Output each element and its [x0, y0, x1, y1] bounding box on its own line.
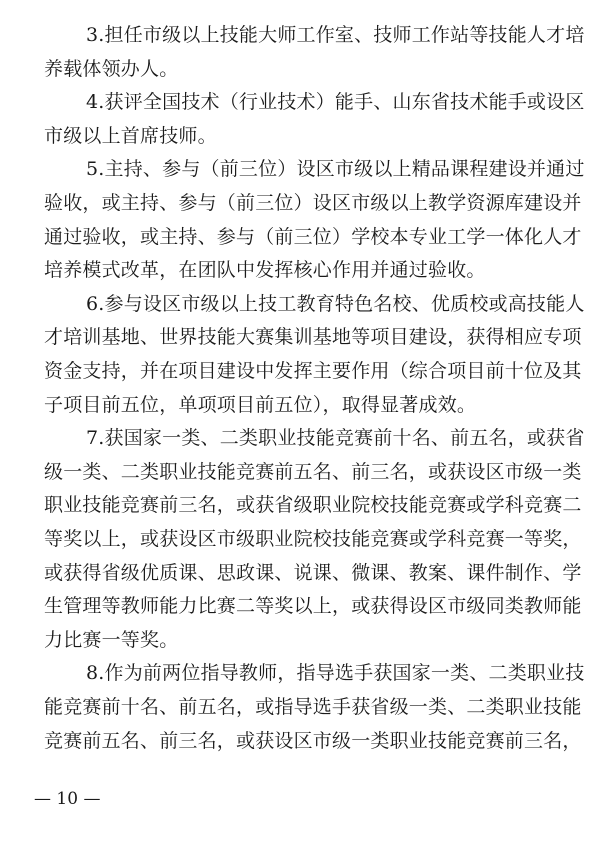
paragraph-7-line-4: 等奖以上，或获设区市级职业院校技能竞赛或学科竞赛一等奖， [44, 528, 582, 550]
paragraph-7-line-1: 7.获国家一类、二类职业技能竞赛前十名、前五名，或获省 [86, 427, 585, 450]
paragraph-5-line-1: 5.主持、参与（前三位）设区市级以上精品课程建设并通过 [86, 158, 585, 181]
paragraph-8-line-1: 8.作为前两位指导教师，指导选手获国家一类、二类职业技 [86, 662, 585, 685]
paragraph-5-line-2: 验收，或主持、参与（前三位）设区市级以上教学资源库建设并 [44, 192, 582, 214]
paragraph-7-line-7: 力比赛一等奖。 [44, 628, 179, 651]
paragraph-8-line-2: 能竞赛前十名、前五名，或指导选手获省级一类、二类职业技能 [44, 696, 582, 718]
paragraph-7-line-6: 生管理等教师能力比赛二等奖以上，或获得设区市级同类教师能 [44, 595, 582, 618]
paragraph-4-line-2: 市级以上首席技师。 [44, 124, 217, 147]
paragraph-3-line-2: 养载体领办人。 [44, 57, 179, 80]
paragraph-3-line-1: 3.担任市级以上技能大师工作室、技师工作站等技能人才培 [86, 24, 585, 46]
paragraph-7-line-5: 或获得省级优质课、思政课、说课、微课、教案、课件制作、学 [44, 561, 582, 584]
paragraph-6-line-1: 6.参与设区市级以上技工教育特色名校、优质校或高技能人 [86, 292, 585, 315]
paragraph-7-line-3: 职业技能竞赛前三名，或获省级职业院校技能竞赛或学科竞赛二 [44, 494, 582, 517]
paragraph-5-line-3: 通过验收，或主持、参与（前三位）学校本专业工学一体化人才 [44, 225, 582, 248]
paragraph-4-line-1: 4.获评全国技术（行业技术）能手、山东省技术能手或设区 [86, 91, 585, 114]
paragraph-5-line-4: 培养模式改革，在团队中发挥核心作用并通过验收。 [44, 259, 486, 282]
paragraph-6-line-2: 才培训基地、世界技能大赛集训基地等项目建设，获得相应专项 [44, 326, 582, 349]
paragraph-7-line-2: 级一类、二类职业技能竞赛前五名、前三名，或获设区市级一类 [44, 460, 582, 483]
paragraph-6-line-4: 子项目前五位，单项项目前五位），取得显著成效。 [44, 393, 477, 416]
paragraph-6-line-3: 资金支持，并在项目建设中发挥主要作用（综合项目前十位及其 [44, 360, 582, 382]
page-number: — 10 — [34, 789, 101, 809]
paragraph-8-line-3: 竞赛前五名、前三名，或获设区市级一类职业技能竞赛前三名， [44, 729, 582, 752]
